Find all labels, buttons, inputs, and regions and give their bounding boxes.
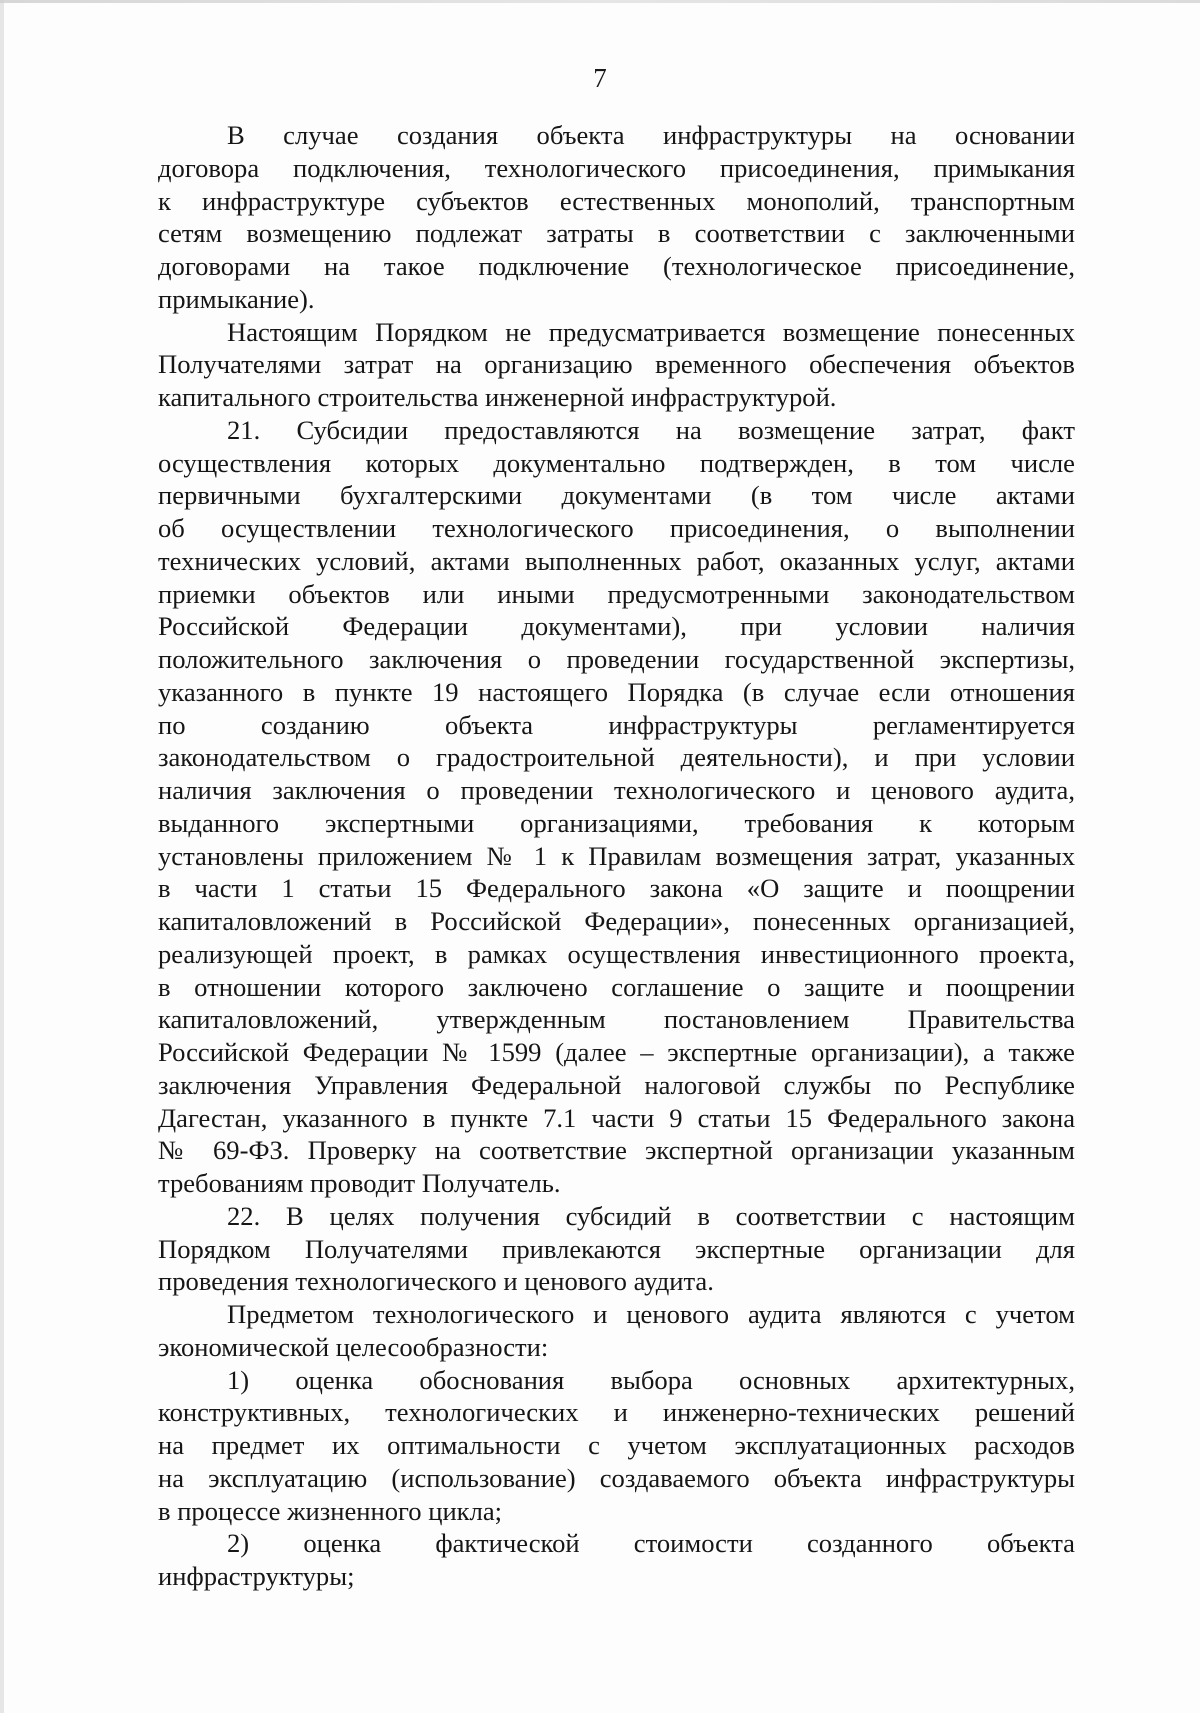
text-line: приемки объектов или иными предусмотренными законодательством (158, 578, 1075, 609)
text-line: реализующей проект, в рамках осуществления инвестиционного проекта, (158, 938, 1075, 969)
text-line: Настоящим Порядком не предусматривается возмещение понесенных (227, 316, 1075, 347)
text-line: Российской Федерации № 1599 (далее – экспертные организации), а также (158, 1037, 1075, 1067)
text-line: капиталовложений, утвержденным постановлением Правительства (158, 1004, 1075, 1035)
text-line: капитального строительства инженерной инфраструктурой. (158, 382, 837, 412)
text-line: на предмет их оптимальности с учетом эксплуатационных расходов (158, 1430, 1075, 1460)
text-line: положительного заключения о проведении государственной экспертизы, (158, 644, 1075, 674)
paragraph-1 (158, 119, 1075, 316)
text-line: сетям возмещению подлежат затраты в соответствии с заключенными (158, 218, 1075, 249)
text-line: заключения Управления Федеральной налоговой службы по Республике (158, 1069, 1075, 1100)
text-line: технических условий, актами выполненных работ, оказанных услуг, актами (158, 545, 1075, 576)
text-line: проведения технологического и ценового аудита. (158, 1266, 714, 1297)
text-line: Дагестан, указанного в пункте 7.1 части 9 статьи 15 Федерального закона (158, 1102, 1075, 1133)
paragraph-5 (158, 1298, 1075, 1364)
text-line: об осуществлении технологического присоединения, о выполнении (158, 513, 1075, 543)
text-line: в отношении которого заключено соглашение о защите и поощрении (158, 971, 1075, 1002)
text-line: экономической целесообразности: (158, 1331, 549, 1362)
text-line: 21. Субсидии предоставляются на возмещение затрат, факт (227, 414, 1075, 445)
paragraph-2 (158, 316, 1075, 414)
text-line: на эксплуатацию (использование) создаваемого объекта инфраструктуры (158, 1462, 1075, 1493)
text-line: примыкание). (158, 283, 315, 314)
text-line: договора подключения, технологического присоединения, примыкания (158, 152, 1075, 183)
text-line: Предметом технологического и ценового аудита являются с учетом (227, 1299, 1075, 1329)
scan-edge-left (0, 0, 4, 1713)
text-line: первичными бухгалтерскими документами (в том числе актами (158, 480, 1075, 511)
text-line: Порядком Получателями привлекаются экспертные организации для (158, 1233, 1075, 1264)
paragraph-4 (158, 1200, 1075, 1298)
page-number: 7 (593, 63, 607, 93)
document-body (158, 119, 1075, 1593)
text-line: осуществления которых документально подтвержден, в том числе (158, 447, 1075, 478)
text-line: конструктивных, технологических и инженерно-технических решений (158, 1397, 1075, 1428)
text-line: договорами на такое подключение (технологическое присоединение, (158, 251, 1075, 281)
text-line: указанного в пункте 19 настоящего Порядка (в случае если отношения (158, 676, 1075, 707)
text-line: Получателями затрат на организацию временного обеспечения объектов (158, 349, 1075, 380)
text-line: в части 1 статьи 15 Федерального закона «О защите и поощрении (158, 873, 1075, 904)
text-line: в процессе жизненного цикла; (158, 1495, 503, 1526)
text-line: В случае создания объекта инфраструктуры на основании (227, 120, 1075, 150)
paragraph-6 (158, 1364, 1075, 1528)
text-line: 1) оценка обоснования выбора основных архитектурных, (227, 1364, 1075, 1395)
text-line: капиталовложений в Российской Федерации», понесенных организацией, (158, 906, 1075, 936)
scan-edge-top (0, 0, 1200, 3)
text-line: законодательством о градостроительной деятельности), и при условии (158, 742, 1075, 773)
text-line: 2) оценка фактической стоимости созданного объекта (227, 1528, 1075, 1559)
text-line: Российской Федерации документами), при условии наличия (158, 611, 1075, 642)
text-line: по созданию объекта инфраструктуры регламентируется (158, 709, 1075, 740)
text-line: выданного экспертными организациями, требования к которым (158, 807, 1075, 838)
text-line: к инфраструктуре субъектов естественных монополий, транспортным (158, 185, 1075, 216)
text-line: установлены приложением № 1 к Правилам возмещения затрат, указанных (158, 840, 1075, 871)
text-line: 22. В целях получения субсидий в соответствии с настоящим (227, 1200, 1075, 1231)
text-line: инфраструктуры; (158, 1561, 355, 1591)
paragraph-7 (158, 1527, 1075, 1593)
text-line: № 69-ФЗ. Проверку на соответствие экспертной организации указанным (158, 1135, 1075, 1166)
text-line: наличия заключения о проведении технологического и ценового аудита, (158, 775, 1075, 805)
paragraph-3 (158, 414, 1075, 1200)
text-line: требованиям проводит Получатель. (158, 1168, 561, 1198)
